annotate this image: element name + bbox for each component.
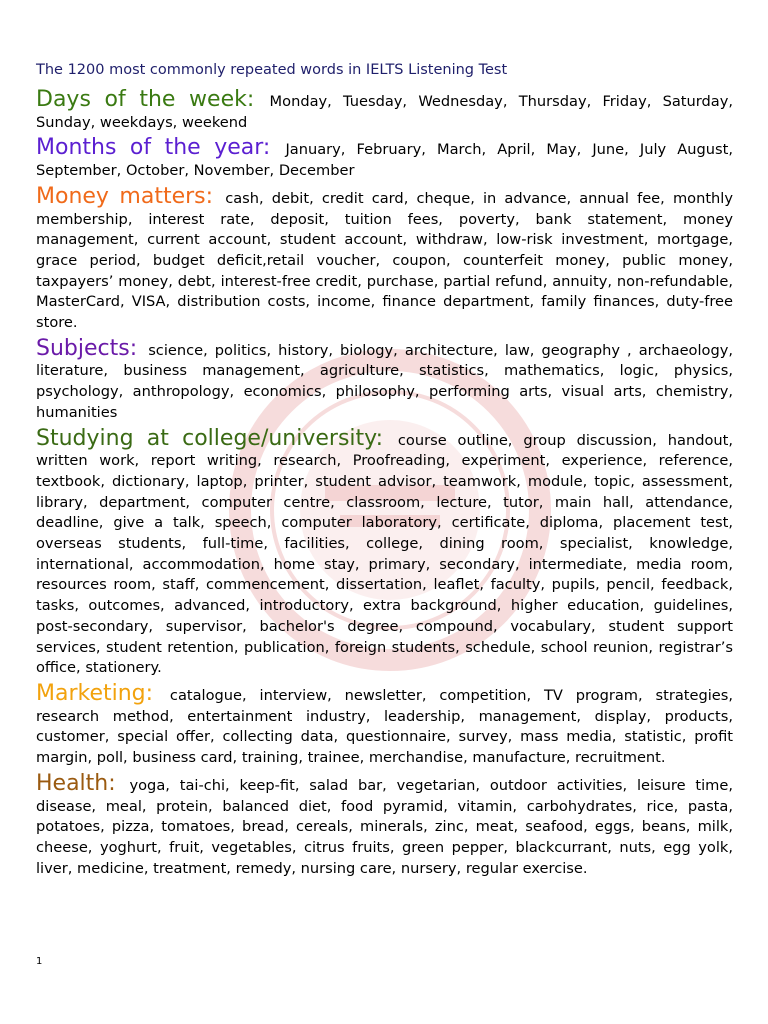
section-text: catalogue, interview, newsletter, competition, TV program, strategies, research method, entertainment industry, leadership, management, display, products, customer, special offer, collecting data, questionnaire, survey, mass media, statistic, profit margin, poll, business card, training, trainee, merchandise, manufacture, recruitment.: [36, 686, 734, 767]
section-text: yoga, tai-chi, keep-fit, salad bar, vegetarian, outdoor activities, leisure time, disease, meal, protein, balanced diet, food pyramid, vitamin, carbohydrates, rice, pasta, potatoes, pizza, tomatoes, bread, cereals, minerals, zinc, meat, seafood, eggs, beans, milk, cheese, yoghurt, fruit, vegetables, citrus fruits, green pepper, blackcurrant, nuts, egg yolk, liver, medicine, treatment, remedy, nursing care, nursery, regular exercise.: [36, 776, 733, 877]
section-text: science, politics, history, biology, architecture, law, geography , archaeology, literature, business management, agriculture, statistics, mathematics, logic, physics, psychology, anthropology, economics, philosophy, performing arts, visual arts, chemistry, humanities: [36, 341, 734, 421]
section-marketing: [36, 682, 733, 769]
section-months: [36, 136, 733, 181]
section-studying: [36, 427, 733, 679]
section-text: course outline, group discussion, handout, written work, report writing, research, Proofreading, experiment, experience, reference, textbook, dictionary, laptop, printer, student advisor, teamwork, module, topic, assessment, library, department, computer centre, classroom, lecture, tutor, main hall, attendance, deadline, give a talk, speech, computer laboratory, certificate, diploma, placement test, overseas students, full-time, facilities, college, dining room, specialist, knowledge, international, accommodation, home stay, primary, secondary, intermediate, media room, resources room, staff, commencement, dissertation, leaflet, faculty, pupils, pencil, feedback, tasks, outcomes, advanced, introductory, extra background, higher education, guidelines, post-secondary, supervisor, bachelor's degree, compound, vocabulary, student support services, student retention, publication, foreign students, schedule, school reunion, registrar’s office, stationery.: [36, 431, 733, 677]
document-page: [36, 62, 733, 882]
section-text: cash, debit, credit card, cheque, in advance, annual fee, monthly membership, interest rate, deposit, tuition fees, poverty, bank statement, money management, current account, student account, withdraw, low-risk investment, mortgage, grace period, budget deficit,retail voucher, coupon, counterfeit money, public money, taxpayers’ money, debt, interest-free credit, purchase, partial refund, annuity, non-refundable, MasterCard, VISA, distribution costs, income, finance department, family finances, duty-free store.: [36, 189, 733, 332]
section-days: [36, 88, 733, 133]
section-money: [36, 185, 733, 334]
section-subjects: [36, 337, 733, 424]
document-title: The 1200 most commonly repeated words in IELTS Listening Test: [36, 62, 508, 78]
section-heading: Health:: [36, 770, 116, 796]
page-number: 1: [36, 956, 43, 967]
section-heading: Months of the year:: [36, 135, 271, 161]
section-text: Monday, Tuesday, Wednesday, Thursday, Friday, Saturday, Sunday, weekdays, weekend: [36, 93, 734, 131]
section-heading: Studying at college/university:: [36, 425, 383, 451]
section-heading: Money matters:: [36, 183, 214, 209]
section-heading: Subjects:: [36, 335, 138, 361]
section-heading: Days of the week:: [36, 87, 255, 112]
section-text: January, February, March, April, May, June, July August, September, October, November, December: [36, 141, 733, 180]
section-heading: Marketing:: [36, 680, 154, 706]
section-health: [36, 772, 733, 880]
